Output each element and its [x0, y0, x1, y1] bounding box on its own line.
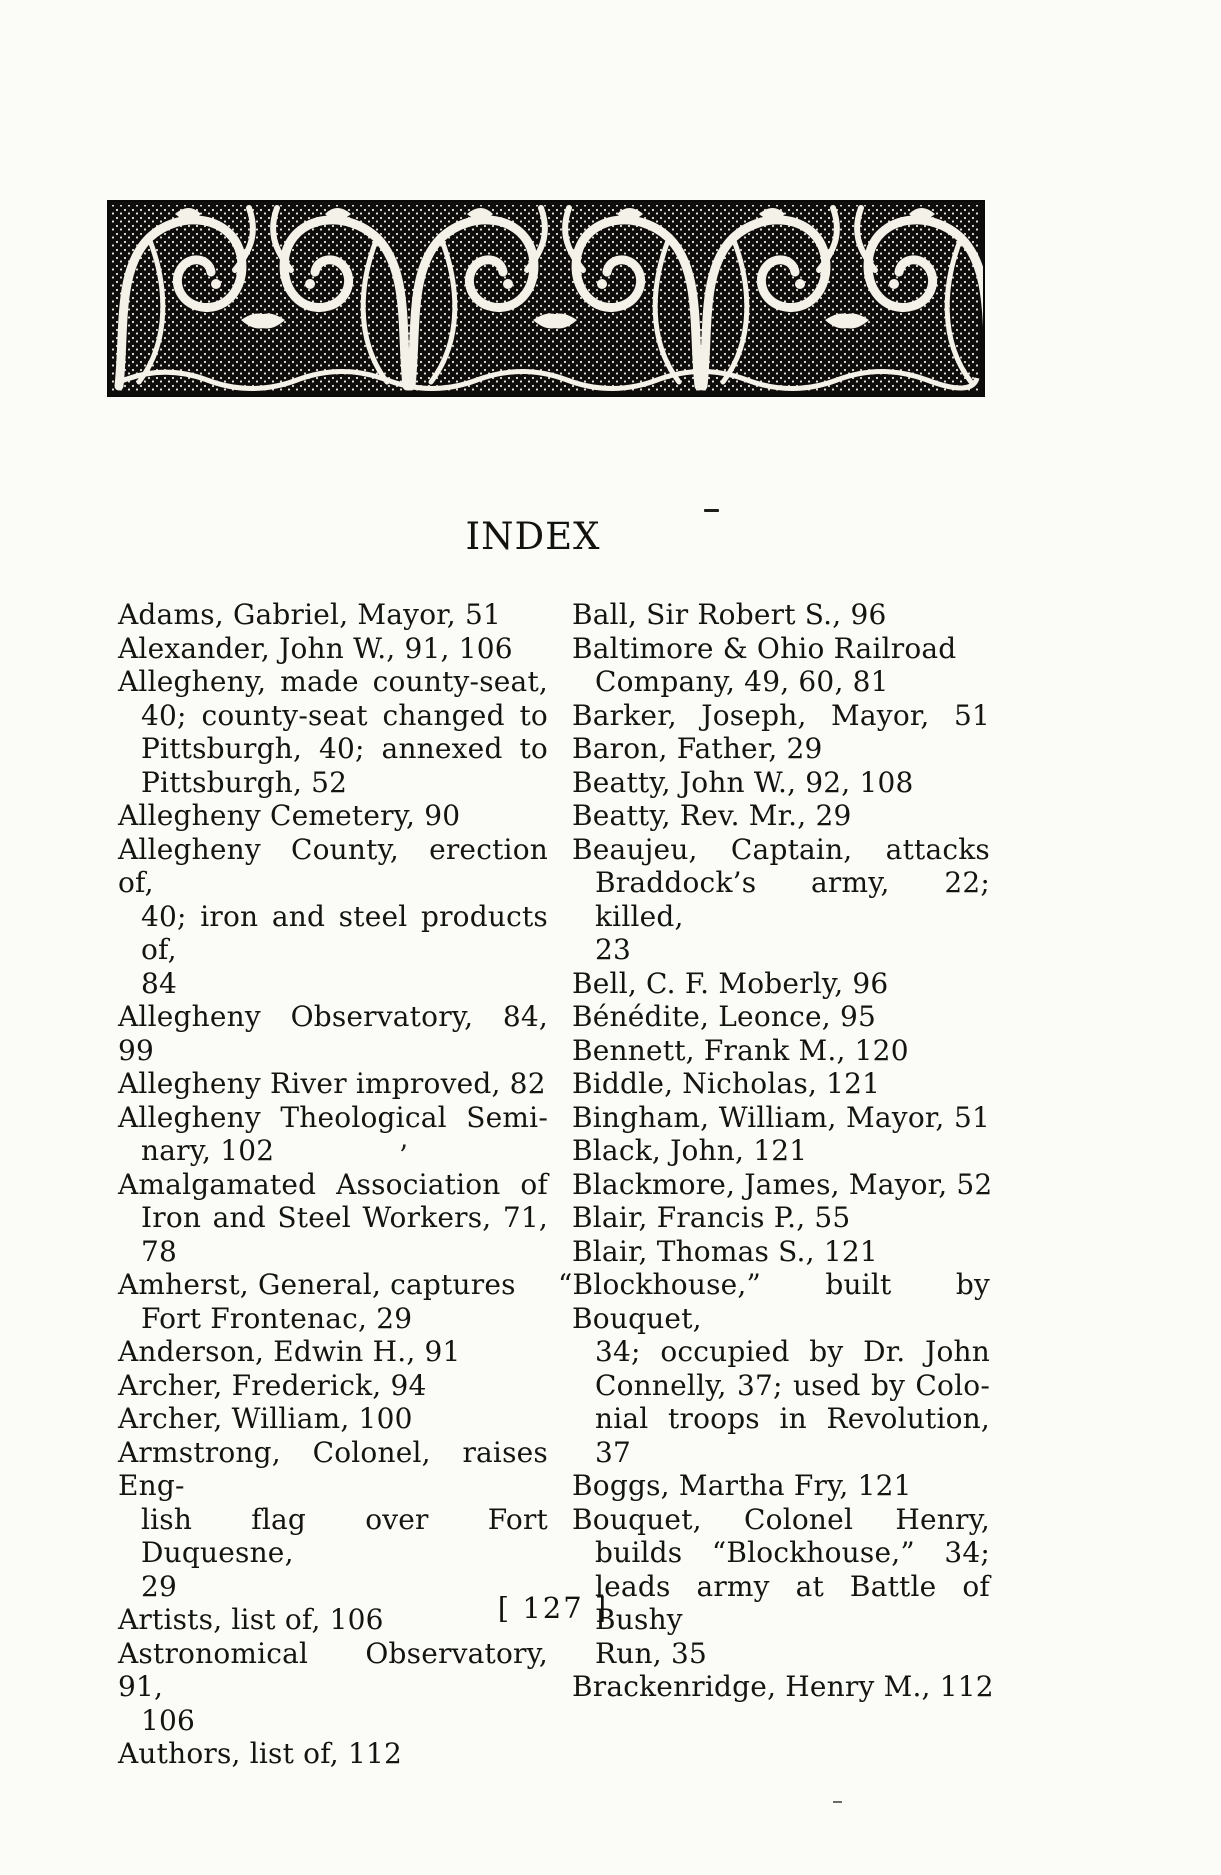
index-entry-line: Barker, Joseph, Mayor, 51: [572, 698, 990, 732]
index-entry-line: nial troops in Revolution, 37: [595, 1402, 990, 1469]
index-entry-line: Beaujeu, Captain, attacks: [572, 832, 990, 866]
index-entry-line: Alexander, John W., 91, 106: [118, 631, 513, 665]
index-entry-line: 78: [141, 1234, 178, 1268]
index-entry-line: 23: [595, 933, 632, 966]
index-entry-line: Bell, C. F. Moberly, 96: [572, 966, 889, 1000]
index-entry-line: Blair, Francis P., 55: [572, 1201, 851, 1234]
index-entry-line: Blackmore, James, Mayor, 52: [572, 1167, 993, 1201]
index-entry-line: 29: [141, 1569, 178, 1603]
index-entry-line: lish flag over Fort Duquesne,: [141, 1502, 548, 1569]
index-entry-line: Bennett, Frank M., 120: [572, 1033, 909, 1067]
index-entry-line: 40; county-seat changed to: [141, 698, 548, 732]
index-entry-line: Black, John, 121: [572, 1134, 808, 1167]
index-entry-line: Company, 49, 60, 81: [595, 665, 889, 698]
scan-artifact-dash: [833, 1801, 842, 1803]
index-entry-line: Allegheny Theological Semi-: [118, 1100, 548, 1134]
index-entry-line: Allegheny Observatory, 84, 99: [118, 1000, 548, 1067]
index-entry-line: Bouquet, Colonel Henry,: [572, 1502, 990, 1536]
index-entry-line: Bénédite, Leonce, 95: [572, 1000, 876, 1033]
index-entry-line: Armstrong, Colonel, raises Eng-: [118, 1435, 548, 1502]
index-entry-line: Bingham, William, Mayor, 51: [572, 1100, 990, 1134]
index-entry-line: Anderson, Edwin H., 91: [118, 1335, 461, 1368]
index-entry-line: Connelly, 37; used by Colo-: [595, 1368, 990, 1402]
index-entry-line: 84: [141, 966, 178, 1000]
index-entry-line: Amherst, General, captures: [118, 1268, 516, 1301]
index-entry-line: Authors, list of, 112: [118, 1737, 403, 1770]
index-entry-line: Archer, Frederick, 94: [118, 1368, 427, 1402]
index-entry-line: 40; iron and steel products of,: [141, 899, 548, 966]
index-entry-line: Biddle, Nicholas, 121: [572, 1067, 881, 1100]
index-entry-line: Pittsburgh, 40; annexed to: [141, 732, 548, 765]
index-entry-line: Allegheny River improved, 82: [118, 1067, 546, 1100]
ornamental-headband: [107, 200, 985, 397]
index-entry-line: Pittsburgh, 52: [141, 765, 348, 799]
index-entry-line: Allegheny County, erection of,: [118, 832, 548, 899]
index-entry-line: “Blockhouse,” built by Bouquet,: [558, 1268, 990, 1335]
index-entry-line: builds “Blockhouse,” 34;: [595, 1536, 990, 1569]
index-entry-line: Brackenridge, Henry M., 112: [572, 1670, 994, 1703]
index-entry-line: Iron and Steel Workers, 71,: [141, 1201, 548, 1234]
index-entry-line: Baron, Father, 29: [572, 732, 823, 765]
index-entry-line: Beatty, Rev. Mr., 29: [572, 799, 852, 832]
index-entry-line: Archer, William, 100: [118, 1402, 413, 1435]
page-title: INDEX: [465, 515, 601, 558]
scan-artifact-dash: [704, 509, 719, 512]
index-entry-line: Blair, Thomas S., 121: [572, 1234, 878, 1268]
index-entry-line: Beatty, John W., 92, 108: [572, 765, 914, 799]
index-entry-line: Ball, Sir Robert S., 96: [572, 598, 887, 631]
index-entry-line: Allegheny, made county-seat,: [118, 665, 548, 698]
index-entry-line: Run, 35: [595, 1636, 707, 1670]
index-entry-line: Braddock’s army, 22; killed,: [595, 866, 990, 933]
page-number: [ 127 ]: [497, 1591, 609, 1625]
index-entry-line: Allegheny Cemetery, 90: [118, 799, 461, 832]
scan-artifact-mark: ’: [399, 1139, 408, 1172]
index-entry-line: Artists, list of, 106: [118, 1603, 384, 1636]
index-entry-line: leads army at Battle of Bushy: [595, 1569, 990, 1636]
index-entry-line: Adams, Gabriel, Mayor, 51: [118, 598, 501, 631]
index-entry-line: Baltimore & Ohio Railroad: [572, 631, 957, 665]
index-entry-line: 34; occupied by Dr. John: [595, 1335, 990, 1368]
index-entry-line: Amalgamated Association of: [118, 1167, 548, 1201]
index-entry-line: nary, 102: [141, 1134, 275, 1167]
index-entry-line: 106: [141, 1703, 196, 1737]
floral-engraving: [107, 200, 985, 397]
index-entry-line: Astronomical Observatory, 91,: [118, 1636, 548, 1703]
index-entry-line: Boggs, Martha Fry, 121: [572, 1469, 912, 1502]
index-entry-line: Fort Frontenac, 29: [141, 1301, 413, 1335]
